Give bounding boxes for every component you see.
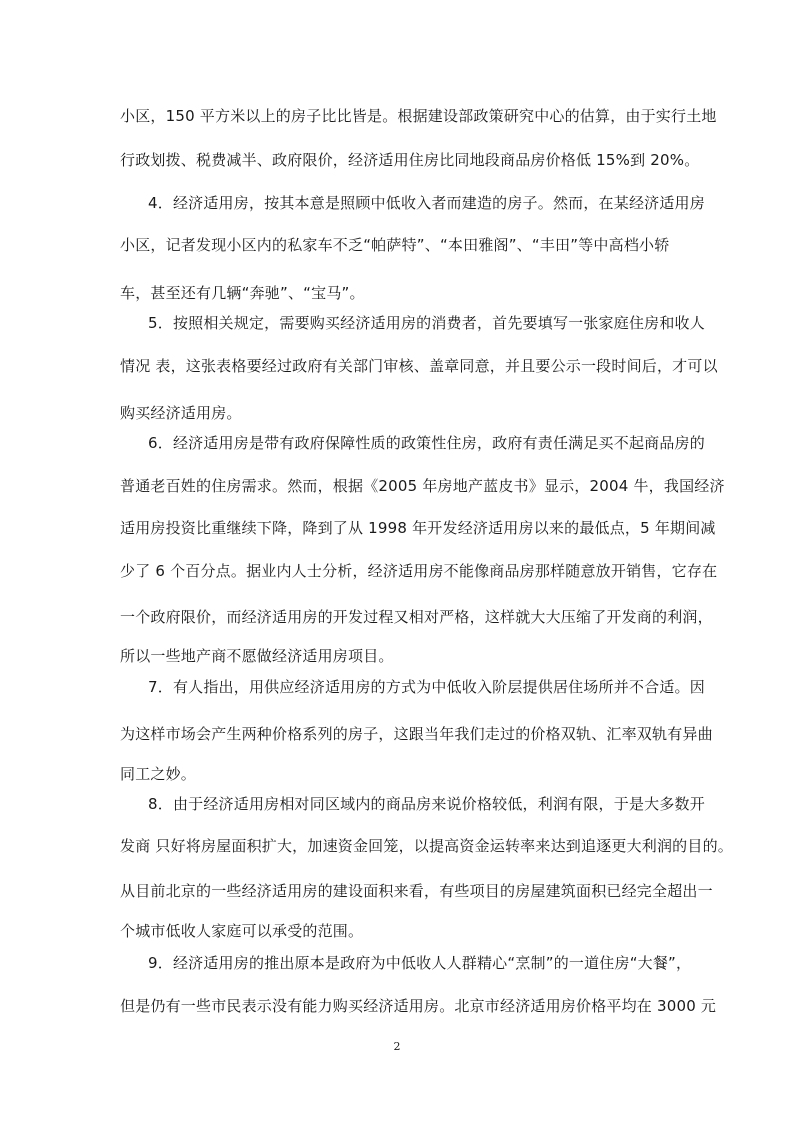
text-line: 从目前北京的一些经济适用房的建设面积来看，有些项目的房屋建筑面积已经完全超出一 bbox=[120, 882, 713, 900]
text-line: 行政划拨、税费减半、政府限价，经济适用住房比同地段商品房价格低 15%到 20%。 bbox=[120, 151, 700, 169]
text-line: 个城市低收人家庭可以承受的范围。 bbox=[120, 922, 364, 940]
text-line: 购买经济适用房。 bbox=[120, 404, 242, 422]
text-line: 普通老百姓的住房需求。然而，根据《2005 年房地产蓝皮书》显示，2004 牛，我国经济 bbox=[120, 477, 725, 495]
text-line: 所以一些地产商不愿做经济适用房项目。 bbox=[120, 647, 394, 665]
text-line: 少了 6 个百分点。据业内人士分析，经济适用房不能像商品房那样随意放开销售，它存在 bbox=[120, 562, 718, 580]
text-line: 发商 只好将房屋面积扩大，加速资金回笼，以提高资金运转率来达到追逐更大利润的目的。 bbox=[120, 837, 733, 855]
text-line: 但是仍有一些市民表示没有能力购买经济适用房。北京市经济适用房价格平均在 3000 元 bbox=[120, 997, 717, 1015]
paragraph-4-start: 4．经济适用房，按其本意是照顾中低收入者而建造的房子。然而，在某经济适用房 bbox=[148, 194, 705, 212]
paragraph-8-start: 8．由于经济适用房相对同区域内的商品房来说价格较低，利润有限，于是大多数开 bbox=[148, 795, 705, 813]
paragraph-7-start: 7．有人指出，用供应经济适用房的方式为中低收入阶层提供居住场所并不合适。因 bbox=[148, 678, 705, 696]
text-line: 车，甚至还有几辆“奔驰”、“宝马”。 bbox=[120, 284, 365, 302]
page-number: 2 bbox=[393, 1040, 401, 1053]
paragraph-5-start: 5．按照相关规定，需要购买经济适用房的消费者，首先要填写一张家庭住房和收人 bbox=[148, 314, 705, 332]
text-line: 小区，记者发现小区内的私家车不乏“帕萨特”、“本田雅阁”、“丰田”等中高档小轿 bbox=[120, 236, 670, 254]
paragraph-9-start: 9．经济适用房的推出原本是政府为中低收人人群精心“烹制”的一道住房“大餐”， bbox=[148, 954, 692, 972]
text-line: 为这样市场会产生两种价格系列的房子，这跟当年我们走过的价格双轨、汇率双轨有异曲 bbox=[120, 725, 713, 743]
text-line: 一个政府限价，而经济适用房的开发过程又相对严格，这样就大大压缩了开发商的利润， bbox=[120, 608, 713, 626]
paragraph-6-start: 6．经济适用房是带有政府保障性质的政策性住房，政府有责任满足买不起商品房的 bbox=[148, 434, 705, 452]
text-line: 适用房投资比重继续下降，降到了从 1998 年开发经济适用房以来的最低点，5 年期间减 bbox=[120, 519, 716, 537]
text-line: 同工之妙。 bbox=[120, 765, 197, 783]
text-line: 小区，150 平方米以上的房子比比皆是。根据建设部政策研究中心的估算，由于实行土地 bbox=[120, 107, 717, 125]
text-line: 情况 表，这张表格要经过政府有关部门审核、盖章同意，并且要公示一段时间后，才可以 bbox=[120, 357, 718, 375]
